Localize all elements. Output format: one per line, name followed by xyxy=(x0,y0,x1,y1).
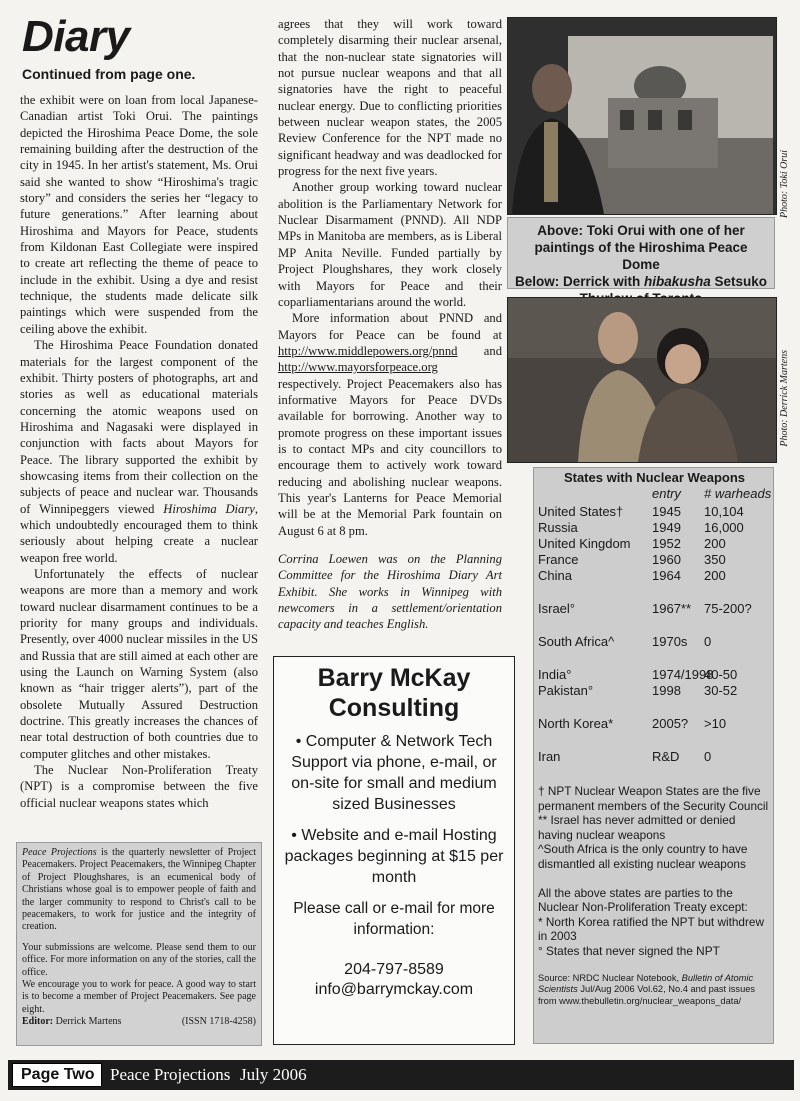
warhead-count: 0 xyxy=(704,749,712,764)
entry-year: R&D xyxy=(652,749,680,764)
article-paragraph: the exhibit were on loan from local Japanese-Canadian artist Toki Orui. The paintings depicted the Hiroshima Peace Dome, the sole remaining building after the destruction of the city in 1945. In her artist's statement, Ms. Orui said she wanted to show “Hiroshima's tragic story” and considers the series her “legacy to future generations.” After learning about Hiroshima and Mayors for Peace, students from Kildonan East Collegiate were inspired to create art reflecting the theme of peace to include in the exhibit. Using a dye and resist technique, the students made delicate silk paintings which were suspended from the ceiling above the exhibit. xyxy=(20,93,258,336)
ad-email: info@barrymckay.com xyxy=(314,981,474,998)
warhead-count: 0 xyxy=(704,634,712,649)
photo-credit-1: Photo: Toki Orui xyxy=(779,150,790,218)
article-paragraph: Another group working toward nuclear abolition is the Parliamentary Network for Nuclear Disarmament (PNND). All NDP MPs in Manitoba are members, as is Liberal MP Anita Neville. Funded partially by Project Ploughshares, they work closely with Mayors for Peace and their coparliamentarians around the world. xyxy=(278,180,502,309)
pnnd-link[interactable]: http://www.middlepowers.org/pnnd xyxy=(278,343,458,358)
editor-line: Editor: Derrick Martens (ISSN 1718-4258) xyxy=(22,1016,256,1028)
entry-year: 2005? xyxy=(652,716,689,731)
note-israel: ** Israel has never admitted or denied having nuclear weapons xyxy=(538,813,736,842)
table-row xyxy=(534,504,774,520)
page-number-box xyxy=(12,1063,102,1087)
photo-credit-2: Photo: Derrick Martens xyxy=(779,350,790,447)
warhead-count: 200 xyxy=(704,536,726,551)
table-row xyxy=(534,634,774,650)
table-row xyxy=(534,568,774,584)
ad-phone: 204-797-8589 xyxy=(344,961,444,978)
table-row xyxy=(534,667,774,683)
ad-company-name-2: Consulting xyxy=(328,694,460,722)
state-name: Israel° xyxy=(538,601,575,616)
warhead-count: 75-200? xyxy=(704,601,752,616)
entry-year: 1998 xyxy=(652,683,681,698)
table-row xyxy=(534,749,774,765)
warheads-header: # warheads xyxy=(704,486,772,501)
article-paragraph: The Nuclear Non-Proliferation Treaty (NPT) is a compromise between the five official nuclear weapons states which xyxy=(20,763,258,810)
ad-call-to-action: Please call or e-mail for more information: xyxy=(293,900,495,938)
ad-service-support: • Computer & Network Tech Support via phone, e-mail, or on-site for small and medium sized Businesses xyxy=(291,733,497,813)
ad-company-name: Barry McKay xyxy=(317,664,471,692)
table-row xyxy=(534,716,774,732)
table-row xyxy=(534,683,774,699)
article-paragraph: agrees that they will work toward completely disarming their nuclear arsenal, that the non-nuclear state signatories will not pursue nuclear weapons and that all signatories have the right to peaceful nuclear energy. Due to conflicting priorities between nuclear weapon states, the 2005 Review Conference for the NPT made no significant headway and was deadlocked for progress for the next five years. xyxy=(278,17,502,179)
author-bio: Corrina Loewen was on the Planning Committee for the Hiroshima Diary Art Exhibit. She works in Winnipeg with newcomers in a settlement/orientation capacity and teaches English. xyxy=(278,552,502,632)
consulting-ad xyxy=(273,656,515,1045)
note-never-signed: ° States that never signed the NPT xyxy=(538,943,720,958)
warhead-count: 40-50 xyxy=(704,667,738,682)
sidebar-notes xyxy=(538,784,773,1007)
entry-year: 1945 xyxy=(652,504,681,519)
warhead-count: 30-52 xyxy=(704,683,738,698)
entry-year: 1949 xyxy=(652,520,681,535)
state-name: China xyxy=(538,568,572,583)
state-name: Pakistan° xyxy=(538,683,594,698)
note-north-korea: * North Korea ratified the NPT but withdrew in 2003 xyxy=(538,914,764,944)
painting-photo xyxy=(508,18,776,214)
continued-note: Continued from page one. xyxy=(22,66,196,82)
photo-caption xyxy=(507,217,775,289)
entry-year: 1970s xyxy=(652,634,688,649)
submissions-note: Your submissions are welcome. Please send them to our office. For more information on any of the stories, call the office. xyxy=(22,941,256,978)
warhead-count: 200 xyxy=(704,568,726,583)
article-paragraph: The Hiroshima Peace Foundation donated materials for the largest component of the exhibit. Thirty posters of photographs, art and stories as well as educational materials concerning the atomic weapons used on Hiroshima and Nagasaki were displayed in conjunction with facts about Mayors for Peace. The library supported the exhibit by showcasing items from their collection on the subjects of peace and nuclear war. Thousands of Winnipeggers viewed Hiroshima Diary, which undoubtedly encouraged them to think seriously about helping create a nuclear weapon free world. xyxy=(20,338,258,565)
portrait-photo xyxy=(508,298,776,462)
sidebar-source: Source: NRDC Nuclear Notebook, Bulletin of Atomic Scientists Jul/Aug 2006 Vol.62, No.4 and past issues from www.thebulletin.org/nuclear_weapons_data/ xyxy=(538,972,756,1006)
newsletter-description: Peace Projections is the quarterly newsletter of Project Peacemakers. Project Peacemakers, the Winnipeg Chapter of Project Ploughshares, is an ecumenical body of Christians whose goal is to empower people of faith and the larger community to respond to Christ's call to be peacemakers, to work for justice and the integrity of creation. xyxy=(22,847,257,933)
entry-year: 1960 xyxy=(652,552,681,567)
note-npt-states: † NPT Nuclear Weapon States are the five permanent members of the Security Council xyxy=(538,784,769,813)
caption-above: Above: Toki Orui with one of her paintings of the Hiroshima Peace Dome xyxy=(534,223,748,272)
entry-year: 1974/1998 xyxy=(652,667,714,682)
warhead-count: 16,000 xyxy=(704,520,744,535)
table-row xyxy=(534,601,774,617)
state-name: South Africa^ xyxy=(538,634,615,649)
state-name: Iran xyxy=(538,749,561,764)
sidebar-column-headers xyxy=(534,486,774,502)
article-column-2 xyxy=(278,16,502,633)
publication-name: Peace Projections xyxy=(110,1065,231,1084)
state-name: France xyxy=(538,552,579,567)
note-parties: All the above states are parties to the Nuclear Non-Proliferation Treaty except: xyxy=(538,885,748,915)
newsletter-info-box xyxy=(16,842,262,1046)
table-row xyxy=(534,536,774,552)
table-row xyxy=(534,552,774,568)
caption-below: Below: Derrick with hibakusha Setsuko xyxy=(514,274,768,289)
note-south-africa: ^South Africa is the only country to have dismantled all existing nuclear weapons xyxy=(538,842,748,871)
state-name: United States† xyxy=(538,504,624,519)
page-number: Page Two xyxy=(21,1066,95,1083)
article-paragraph: More information about PNND and Mayors for Peace can be found at http://www.middlepowers.org/pnnd and http://www.mayorsforpeace.org respectively. Project Peacemakers also has informative Mayors for Peace DVDs available for borrowing. Another way to promote progress on these important issues is to contact MPs and city councillors to encourage them to actively work toward reducing and abolishing nuclear weapons. This year's Lanterns for Peace Memorial will be at the Memorial Park fountain on August 6 at 8 pm. xyxy=(278,311,502,538)
article-column-1 xyxy=(20,92,258,811)
state-name: United Kingdom xyxy=(538,536,631,551)
warhead-count: 10,104 xyxy=(704,504,744,519)
state-name: North Korea* xyxy=(538,716,614,731)
sidebar-title: States with Nuclear Weapons xyxy=(563,470,746,485)
issue-date: July 2006 xyxy=(240,1065,307,1084)
state-name: India° xyxy=(538,667,572,682)
entry-year: 1967** xyxy=(652,601,692,616)
membership-note: We encourage you to work for peace. A good way to start is to become a member of Project Peacemakers. See page eight. xyxy=(22,979,256,1015)
warhead-count: >10 xyxy=(704,716,727,731)
page-title: Diary xyxy=(22,12,130,61)
photo-toki-orui xyxy=(507,17,777,215)
entry-year: 1964 xyxy=(652,568,681,583)
entry-year: 1952 xyxy=(652,536,681,551)
exhibit-title: Hiroshima Diary xyxy=(163,501,255,516)
footer-bar xyxy=(8,1060,794,1090)
nuclear-weapons-sidebar xyxy=(533,467,774,1044)
ad-service-hosting: • Website and e-mail Hosting packages beginning at $15 per month xyxy=(284,827,504,886)
mayors-for-peace-link[interactable]: http://www.mayorsforpeace.org xyxy=(278,360,438,375)
table-row xyxy=(534,520,774,536)
warhead-count: 350 xyxy=(704,552,726,567)
entry-header: entry xyxy=(652,486,681,501)
article-paragraph: Unfortunately the effects of nuclear weapons are more than a memory and work toward nuclear disarmament continues to be a priority for many groups and individuals. Presently, over 4000 nuclear missiles in the US and Russia that are still aimed at each other are using the Launch on Warning System (also known as “hair trigger alerts”), part of the obsolete Mutually Assured Destruction doctrine. This greatly increases the chances of near total destruction of both countries due to computer glitches and other mistakes. xyxy=(20,566,258,761)
photo-derrick-setsuko xyxy=(507,297,777,463)
state-name: Russia xyxy=(538,520,578,535)
